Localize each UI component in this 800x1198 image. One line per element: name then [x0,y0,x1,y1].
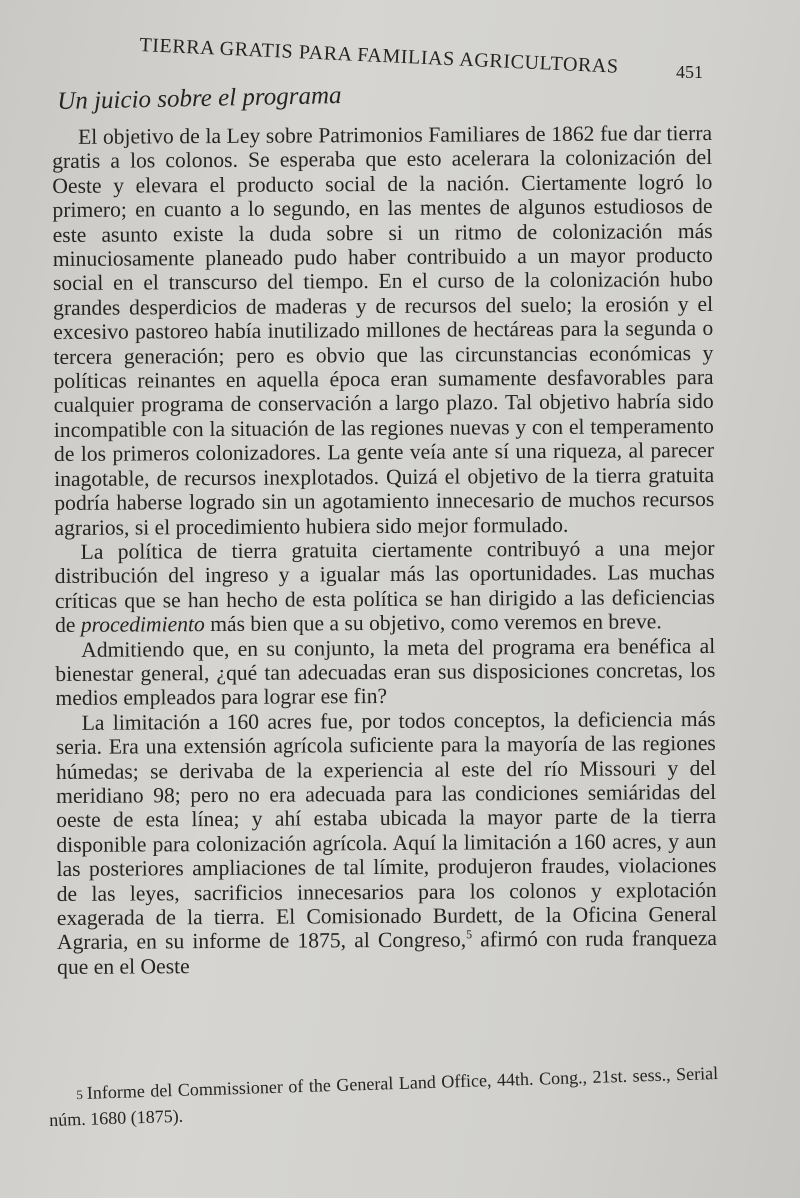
paragraph-3: Admitiendo que, en su conjunto, la meta del programa era benéfica al bienestar general, ¿qué tan adecuadas eran sus disposiciones concretas, los medios empleados para lograr ese fin? [55,633,716,711]
footnote-reference: 5 [466,927,473,942]
paragraph-4 [56,707,718,979]
paragraph-4-text-b: afirmó con ruda franqueza que en el Oeste [57,926,718,979]
paragraph-2-emphasis: procedimiento [80,612,205,637]
section-title: Un juicio sobre el programa [57,82,342,115]
paragraph-1: El objetivo de la Ley sobre Patrimonios Familiares de 1862 fue dar tierra gratis a los colonos. Se esperaba que esto acelerara la colonización del Oeste y elevara el producto social de la nación. Ciertamente logró lo primero; en cuanto a lo segundo, en las mentes de algunos estudiosos de este asunto existe la duda sobre si un ritmo de colonización más minuciosamente planeado pudo haber contribuido a un mayor producto social en el transcurso del tiempo. En el curso de la colonización hubo grandes desperdicios de maderas y de recursos del suelo; la erosión y el excesivo pastoreo había inutilizado millones de hectáreas para la segunda o tercera generación; pero es obvio que las circunstancias económicas y políticas reinantes en aquella época eran sumamente desfavorables para cualquier programa de conservación a largo plazo. Tal objetivo habría sido incompatible con la situación de las regiones nuevas y con el temperamento de los primeros colonizadores. La gente veía ante sí una riqueza, al parecer inagotable, de recursos inexplotados. Quizá el objetivo de la tierra gratuita podría haberse logrado sin un agotamiento innecesario de muchos recursos agrarios, si el procedimiento hubiera sido mejor formulado. [52,120,715,540]
paragraph-2-text-b: más bien que a su objetivo, como veremos en breve. [204,609,662,637]
paragraph-2 [55,536,716,638]
footnote [48,1061,719,1132]
footnote-text: Informe del Commissioner of the General Land Office, 44th. Cong., 21st. sess., Serial núm. 1680 (1875). [48,1062,719,1130]
body-text [52,121,717,979]
page-number: 451 [676,62,703,82]
running-head: TIERRA GRATIS PARA FAMILIAS AGRICULTORAS [139,34,620,78]
footnote-number: 5 [76,1086,84,1103]
paragraph-2-text-a: La política de tierra gratuita ciertamente contribuyó a una mejor distribución del ingreso y a igualar más las oportunidades. Las muchas críticas que se han hecho de esta política se han dirigido a las deficiencias de [54,535,715,638]
paragraph-4-text-a: La limitación a 160 acres fue, por todos conceptos, la deficiencia más seria. Era una extensión agrícola suficiente para la mayoría de las regiones húmedas; se derivaba de la experiencia al este del río Missouri y del meridiano 98; pero no era adecuada para las condiciones semiáridas del oeste de esta línea; y ahí estaba ubicada la mayor parte de la tierra disponible para colonización agrícola. Aquí la limitación a 160 acres, y aun las posteriores ampliaciones de tal límite, produjeron fraudes, violaciones de las leyes, sacrificios innecesarios para los colonos y explotación exagerada de la tierra. El Comisionado Burdett, de la Oficina General Agraria, en su informe de 1875, al Congreso, [55,706,717,955]
